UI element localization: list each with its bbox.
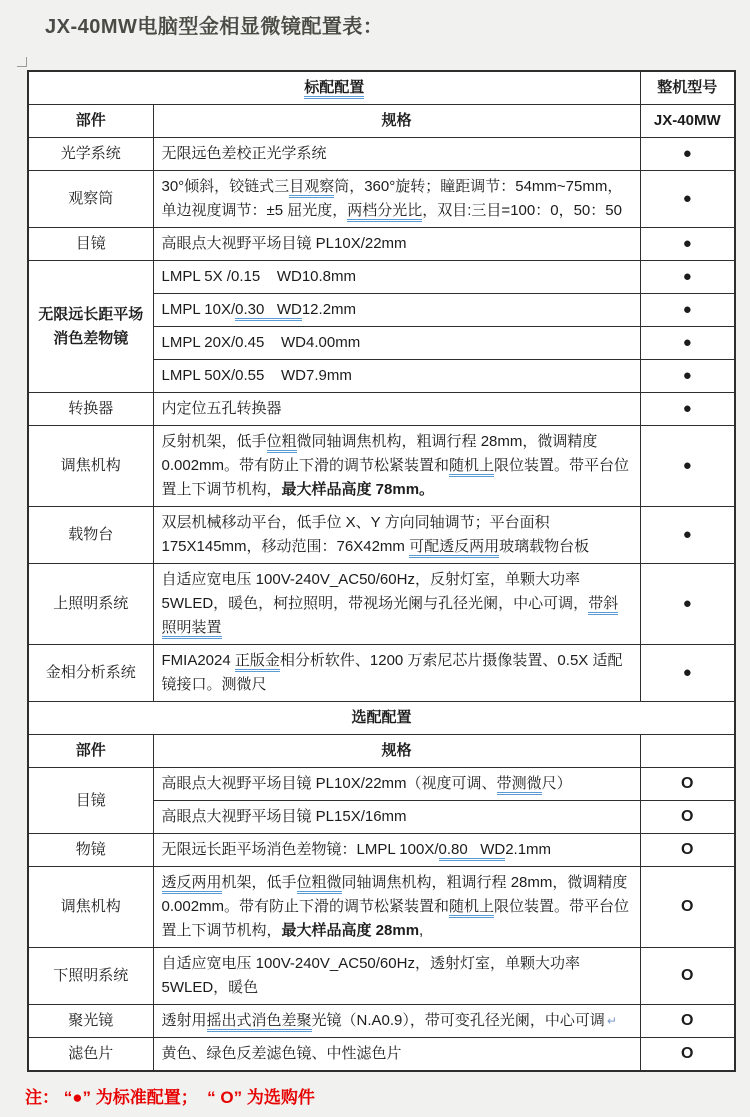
spec-cell [153, 327, 640, 360]
optional-mark: O [640, 834, 735, 867]
table-row [28, 138, 735, 171]
optional-mark: O [640, 801, 735, 834]
spec-text: 最大样品高度 78mm。 [281, 481, 435, 498]
table-row [28, 228, 735, 261]
spellcheck-underlined-text: 0.80 WD [439, 841, 506, 861]
spec-cell [153, 834, 640, 867]
spec-text: 高眼点大视野平场目镜 PL15X/16mm [161, 808, 407, 825]
standard-mark: ● [640, 507, 735, 564]
spec-text: 同轴调焦机构，粗调行程 28mm，微调精度 0.002mm。带有防止下滑的调节松紧装置和 [161, 874, 632, 915]
standard-mark: ● [640, 294, 735, 327]
table-row [28, 867, 735, 948]
spec-text: 12.2mm [301, 301, 357, 318]
spec-text: 黄色、绿色反差滤色镜、中性滤色片 [161, 1045, 402, 1062]
optional-group-header-row [28, 702, 735, 735]
spellcheck-underlined-text: 带测微 [497, 775, 542, 795]
optional-mark: O [640, 948, 735, 1005]
spec-cell [153, 867, 640, 948]
part-cell: 目镜 [28, 228, 153, 261]
spec-text: 反射机架，低手 [161, 433, 267, 450]
spec-text: 自适应宽电压 100V-240V_AC50/60Hz，透射灯室，单颗大功率 5WLED，暖色 [161, 955, 585, 996]
spellcheck-underlined-text: 位粗 [267, 433, 297, 453]
spec-cell [153, 228, 640, 261]
part-column-header: 部件 [28, 735, 153, 768]
table-row [28, 261, 735, 294]
optional-mark: O [640, 1038, 735, 1072]
spec-text: 透射用 [161, 1012, 207, 1029]
standard-column-header-row [28, 105, 735, 138]
table-row [28, 1038, 735, 1072]
table-row [28, 1005, 735, 1038]
spec-cell [153, 507, 640, 564]
spec-text: 玻璃载物台板 [499, 538, 590, 555]
spec-text: LMPL 5X /0.15 WD10.8mm [161, 268, 357, 285]
standard-mark: ● [640, 393, 735, 426]
spec-cell [153, 768, 640, 801]
spellcheck-underlined-text: 可配透反两用 [409, 538, 499, 558]
part-cell: 聚光镜 [28, 1005, 153, 1038]
table-row [28, 393, 735, 426]
part-cell: 观察筒 [28, 171, 153, 228]
spec-cell [153, 1038, 640, 1072]
table-row [28, 426, 735, 507]
part-cell: 金相分析系统 [28, 645, 153, 702]
spec-cell [153, 171, 640, 228]
spellcheck-underlined-text: 目观察 [289, 178, 334, 198]
table-row [28, 507, 735, 564]
spec-text: , [419, 922, 424, 939]
spec-text: 高眼点大视野平场目镜 PL10X/22mm（视度可调、 [161, 775, 497, 792]
part-cell: 光学系统 [28, 138, 153, 171]
spellcheck-underlined-text: 两档分光比 [347, 202, 422, 222]
spellcheck-underlined-text: 正版金 [235, 652, 280, 672]
spec-text: 高眼点大视野平场目镜 PL10X/22mm [161, 235, 407, 252]
part-cell: 目镜 [28, 768, 153, 834]
standard-mark: ● [640, 261, 735, 294]
spec-cell [153, 360, 640, 393]
part-cell: 载物台 [28, 507, 153, 564]
optional-mark: O [640, 867, 735, 948]
standard-group-header-cell [28, 71, 640, 105]
spellcheck-underlined-text: 随机上 [449, 457, 494, 477]
config-table [27, 70, 736, 1072]
table-row [28, 171, 735, 228]
spellcheck-underlined-text: 随机上 [449, 898, 494, 918]
part-cell: 上照明系统 [28, 564, 153, 645]
spec-column-header: 规格 [153, 735, 640, 768]
standard-group-label: 标配配置 [304, 79, 364, 99]
part-cell: 滤色片 [28, 1038, 153, 1072]
spec-text: 相分析软件、1200 万索尼芯片摄像装置、0.5X 适配镜接口。测微尺 [161, 652, 623, 693]
standard-mark: ● [640, 327, 735, 360]
model-header-cell: 整机型号 [640, 71, 735, 105]
spec-text: 筒，360°旋转；瞳距调节：54mm~75mm，单边视度调节：±5 屈光度， [161, 178, 623, 219]
document-body [27, 70, 734, 1108]
spec-text: 尺） [541, 775, 572, 792]
spec-text: 机架，低手 [221, 874, 297, 891]
spec-cell [153, 948, 640, 1005]
spec-text: 限位装置。带平台位置上下调节机构， [161, 457, 630, 498]
spec-text: 光镜（N.A0.9），带可变孔径光阑，中心可调 [311, 1012, 605, 1029]
model-value-cell: JX-40MW [640, 105, 735, 138]
optional-mark: O [640, 1005, 735, 1038]
spec-cell [153, 645, 640, 702]
standard-mark: ● [640, 171, 735, 228]
part-cell: 物镜 [28, 834, 153, 867]
spec-cell [153, 801, 640, 834]
spec-text: 内定位五孔转换器 [161, 400, 282, 417]
table-row [28, 645, 735, 702]
spellcheck-underlined-text: 位粗微 [297, 874, 342, 894]
spec-cell [153, 426, 640, 507]
spec-cell [153, 564, 640, 645]
spellcheck-underlined-text: 摇出式消色差聚 [207, 1012, 312, 1032]
part-column-header: 部件 [28, 105, 153, 138]
spec-text: 30°倾斜，铰链式三 [161, 178, 290, 195]
spellcheck-underlined-text: 带斜照明装置 [162, 595, 619, 639]
spec-text: ，双目:三目=100：0，50：50 [422, 202, 622, 219]
optional-group-header-cell: 选配配置 [28, 702, 735, 735]
spec-cell [153, 1005, 640, 1038]
optional-model-cell-empty [640, 735, 735, 768]
spec-text: 无限远长距平场消色差物镜：LMPL 100X/ [161, 841, 439, 858]
page-title: JX-40MW电脑型金相显微镜配置表： [45, 16, 384, 38]
standard-mark: ● [640, 645, 735, 702]
part-cell: 无限远长距平场消色差物镜 [28, 261, 153, 393]
spec-text: 双层机械移动平台，低手位 X、Y 方向同轴调节；平台面积 175X145mm，移动范围：76X42mm [161, 514, 554, 555]
standard-mark: ● [640, 360, 735, 393]
optional-mark: O [640, 768, 735, 801]
spellcheck-underlined-text: 透反两用 [162, 874, 222, 894]
standard-mark: ● [640, 228, 735, 261]
standard-mark: ● [640, 426, 735, 507]
spec-cell [153, 261, 640, 294]
spec-text: 微同轴调焦机构，粗调行程 28mm，微调精度 0.002mm。带有防止下滑的调节松紧装置和 [161, 433, 602, 474]
spec-text: 限位装置。带平台位置上下调节机构， [161, 898, 630, 939]
spec-text: LMPL 50X/0.55 WD7.9mm [161, 367, 352, 384]
spec-cell [153, 393, 640, 426]
table-row [28, 948, 735, 1005]
footnote: 注： “●” 为标准配置； “ O” 为选购件 [25, 1088, 315, 1107]
spec-text: 2.1mm [505, 841, 552, 858]
spec-text: 最大样品高度 28mm [281, 922, 420, 939]
table-row [28, 564, 735, 645]
standard-group-header-row [28, 71, 735, 105]
spec-text: 无限远色差校正光学系统 [161, 145, 327, 162]
part-cell: 转换器 [28, 393, 153, 426]
page-corner-crop-mark [17, 57, 27, 67]
standard-mark: ● [640, 138, 735, 171]
spec-text: FMIA2024 [161, 652, 235, 669]
paragraph-mark: ↵ [606, 1014, 617, 1028]
part-cell: 调焦机构 [28, 867, 153, 948]
spec-cell [153, 138, 640, 171]
spec-text: 自适应宽电压 100V-240V_AC50/60Hz，反射灯室，单颗大功率 5WLED，暖色，柯拉照明，带视场光阑与孔径光阑，中心可调， [161, 571, 589, 612]
spellcheck-underlined-text: 0.30 WD [235, 301, 302, 321]
spec-cell [153, 294, 640, 327]
spec-text: LMPL 10X/ [161, 301, 236, 318]
part-cell: 下照明系统 [28, 948, 153, 1005]
part-cell: 调焦机构 [28, 426, 153, 507]
optional-column-header-row [28, 735, 735, 768]
table-row [28, 768, 735, 801]
spec-text: LMPL 20X/0.45 WD4.00mm [161, 334, 361, 351]
standard-mark: ● [640, 564, 735, 645]
spec-column-header: 规格 [153, 105, 640, 138]
table-row [28, 834, 735, 867]
